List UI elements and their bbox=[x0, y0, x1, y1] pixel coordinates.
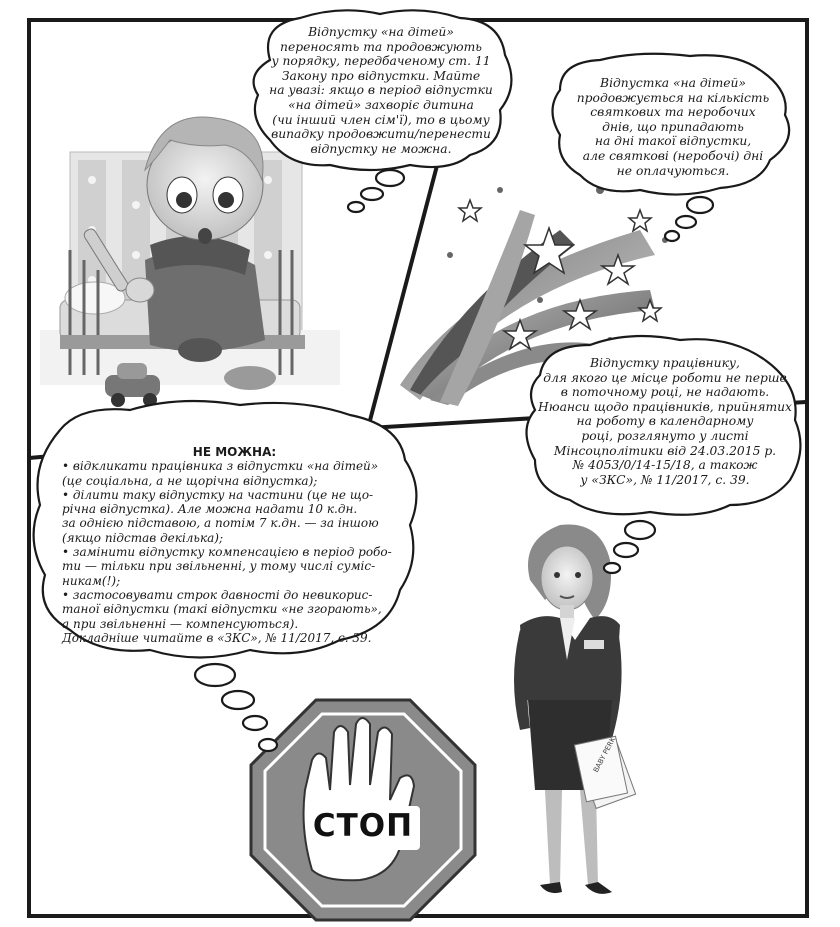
text-line: на роботу в календарному bbox=[576, 414, 754, 429]
child-bubble-text bbox=[252, 25, 510, 156]
employee-bubble-text bbox=[526, 356, 804, 487]
text-line: никам(!); bbox=[62, 573, 121, 588]
text-line: випадку продовжити/перенести bbox=[271, 127, 491, 142]
text-line: для якого це місце роботи не перше bbox=[543, 370, 787, 385]
text-line: за однією підставою, а потім 7 к.дн. — за іншою bbox=[62, 516, 379, 531]
holiday-bubble-text bbox=[560, 76, 786, 178]
text-line: річна відпустка). Але можна надати 10 к.дн. bbox=[62, 502, 358, 517]
cannot-title: НЕ МОЖНА: bbox=[192, 445, 277, 459]
text-line: продовжується на кількість bbox=[576, 90, 770, 105]
text-line: (якщо підстав декілька); bbox=[62, 530, 223, 545]
text-line: (чи інший член сім'ї), то в цьому bbox=[272, 112, 490, 127]
text-line: Закону про відпустки. Майте bbox=[281, 68, 481, 83]
text-line: святкових та неробочих bbox=[590, 105, 756, 120]
text-line: але святкові (неробочі) дні bbox=[582, 148, 764, 163]
text-line: таної відпустки (такі відпустки «не згорають», bbox=[62, 602, 382, 617]
text-line: Нюанси щодо працівників, прийнятих bbox=[538, 399, 792, 414]
cannot-bubble-text bbox=[62, 445, 407, 645]
text-line: на увазі: якщо в період відпустки bbox=[269, 83, 493, 98]
text-line: відпустку не можна. bbox=[310, 141, 452, 156]
text-line: Відпустку працівнику, bbox=[590, 356, 740, 370]
text-line: році, розглянуто у листі bbox=[581, 428, 749, 443]
text-line: переносять та продовжують bbox=[280, 39, 482, 54]
text-line: • застосовувати строк давності до невикорис- bbox=[62, 587, 373, 602]
text-line: • відкликати працівника з відпустки «на дітей» bbox=[62, 459, 379, 474]
text-line: у «ЗКС», № 11/2017, с. 39. bbox=[580, 472, 750, 487]
document-label: BABY PERK bbox=[592, 735, 618, 774]
text-line: днів, що припадають bbox=[602, 119, 744, 134]
text-line: а при звільненні — компенсуються). bbox=[62, 616, 299, 631]
stop-sign-label: СТОП bbox=[312, 808, 414, 844]
text-line: на дні такої відпустки, bbox=[594, 134, 752, 149]
text-line: Відпустку «на дітей» bbox=[308, 25, 454, 39]
text-line: Докладніше читайте в «ЗКС», № 11/2017, с. 39. bbox=[62, 630, 372, 645]
text-line: • ділити таку відпустку на частини (це не що- bbox=[62, 487, 374, 502]
text-line: (це соціальна, а не щорічна відпустка); bbox=[62, 473, 318, 488]
text-line: ти — тільки при звільненні, у тому числі сумiс- bbox=[62, 559, 376, 574]
text-line: • замінити відпустку компенсацією в період робо- bbox=[62, 545, 392, 560]
text-line: Мінсоцполітики від 24.03.2015 р. bbox=[553, 443, 777, 458]
text-line: у порядку, передбаченому ст. 11 bbox=[271, 54, 491, 69]
text-line: «на дітей» захворіє дитина bbox=[288, 97, 474, 112]
text-line: № 4053/0/14-15/18, а також bbox=[572, 458, 758, 473]
text-line: Відпустка «на дітей» bbox=[600, 76, 746, 90]
text-line: не оплачуються. bbox=[616, 163, 730, 178]
woman-illustration bbox=[514, 524, 636, 893]
text-line: в поточному році, не надають. bbox=[560, 385, 770, 400]
